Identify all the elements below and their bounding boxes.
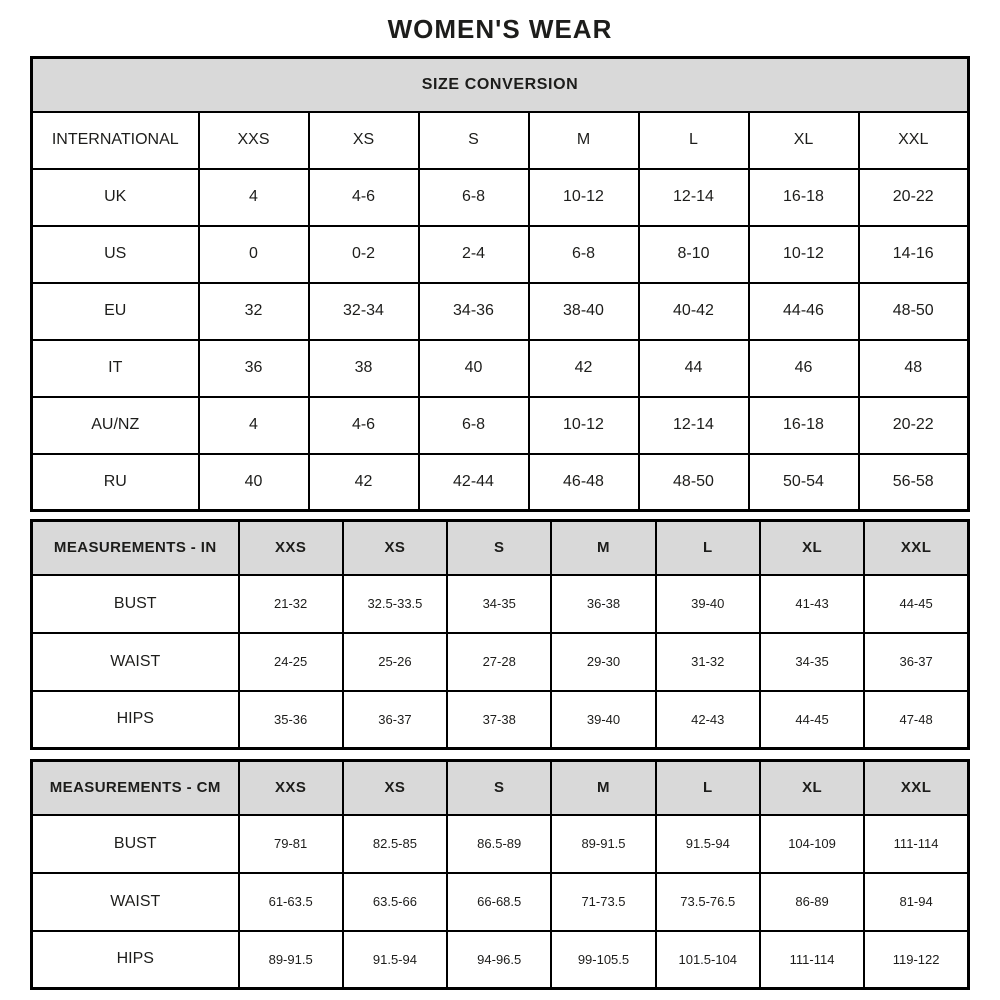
value-cell: 4 [199, 397, 309, 454]
value-cell: 21-32 [239, 575, 343, 633]
size-column-header: XXL [864, 761, 968, 815]
value-cell: 12-14 [639, 169, 749, 226]
value-cell: 36-38 [551, 575, 655, 633]
value-cell: 34-35 [760, 633, 864, 691]
value-cell: 20-22 [859, 397, 969, 454]
size-column-header: XXS [239, 521, 343, 575]
value-cell: 32.5-33.5 [343, 575, 447, 633]
value-cell: 40 [419, 340, 529, 397]
value-cell: 6-8 [529, 226, 639, 283]
value-cell: 29-30 [551, 633, 655, 691]
value-cell: 46 [749, 340, 859, 397]
row-label: HIPS [32, 931, 239, 989]
value-cell: 41-43 [760, 575, 864, 633]
table-row [32, 815, 969, 873]
row-label: BUST [32, 575, 239, 633]
value-cell: 111-114 [760, 931, 864, 989]
table-row [32, 169, 969, 226]
table-row [32, 283, 969, 340]
size-column-header: XXL [864, 521, 968, 575]
table-row [32, 575, 969, 633]
value-cell: 86-89 [760, 873, 864, 931]
value-cell: 48-50 [859, 283, 969, 340]
size-column-header: XXS [239, 761, 343, 815]
value-cell: 73.5-76.5 [656, 873, 760, 931]
value-cell: 4-6 [309, 397, 419, 454]
size-column-header: M [551, 521, 655, 575]
size-column-header: XS [309, 112, 419, 169]
value-cell: 0 [199, 226, 309, 283]
size-column-header: L [639, 112, 749, 169]
row-label: EU [32, 283, 199, 340]
value-cell: 50-54 [749, 454, 859, 511]
value-cell: 34-36 [419, 283, 529, 340]
value-cell: 61-63.5 [239, 873, 343, 931]
value-cell: 44-45 [760, 691, 864, 749]
value-cell: 39-40 [656, 575, 760, 633]
column-header-row [32, 112, 969, 169]
table-row [32, 873, 969, 931]
value-cell: 14-16 [859, 226, 969, 283]
column-header-row [32, 761, 969, 815]
table-row [32, 633, 969, 691]
value-cell: 27-28 [447, 633, 551, 691]
value-cell: 56-58 [859, 454, 969, 511]
value-cell: 48-50 [639, 454, 749, 511]
value-cell: 4-6 [309, 169, 419, 226]
size-column-header: XXL [859, 112, 969, 169]
value-cell: 86.5-89 [447, 815, 551, 873]
table-title-row [32, 58, 969, 112]
corner-label: INTERNATIONAL [32, 112, 199, 169]
value-cell: 20-22 [859, 169, 969, 226]
value-cell: 36-37 [864, 633, 968, 691]
row-label: WAIST [32, 633, 239, 691]
size-column-header: XL [760, 521, 864, 575]
value-cell: 25-26 [343, 633, 447, 691]
value-cell: 44-46 [749, 283, 859, 340]
value-cell: 39-40 [551, 691, 655, 749]
value-cell: 10-12 [529, 169, 639, 226]
value-cell: 24-25 [239, 633, 343, 691]
value-cell: 8-10 [639, 226, 749, 283]
row-label: RU [32, 454, 199, 511]
value-cell: 16-18 [749, 397, 859, 454]
value-cell: 40-42 [639, 283, 749, 340]
value-cell: 37-38 [447, 691, 551, 749]
row-label: US [32, 226, 199, 283]
value-cell: 82.5-85 [343, 815, 447, 873]
value-cell: 34-35 [447, 575, 551, 633]
value-cell: 94-96.5 [447, 931, 551, 989]
value-cell: 16-18 [749, 169, 859, 226]
size-column-header: L [656, 761, 760, 815]
measurements-cm-table [30, 759, 970, 990]
table-row [32, 931, 969, 989]
value-cell: 38-40 [529, 283, 639, 340]
value-cell: 91.5-94 [656, 815, 760, 873]
value-cell: 12-14 [639, 397, 749, 454]
row-label: BUST [32, 815, 239, 873]
value-cell: 101.5-104 [656, 931, 760, 989]
table-row [32, 340, 969, 397]
size-column-header: S [447, 761, 551, 815]
measurements-in-table [30, 519, 970, 750]
row-label: AU/NZ [32, 397, 199, 454]
size-column-header: M [551, 761, 655, 815]
value-cell: 66-68.5 [447, 873, 551, 931]
size-column-header: XS [343, 521, 447, 575]
value-cell: 0-2 [309, 226, 419, 283]
value-cell: 10-12 [529, 397, 639, 454]
size-column-header: M [529, 112, 639, 169]
size-column-header: XL [749, 112, 859, 169]
value-cell: 36-37 [343, 691, 447, 749]
row-label: IT [32, 340, 199, 397]
value-cell: 31-32 [656, 633, 760, 691]
value-cell: 42-44 [419, 454, 529, 511]
value-cell: 46-48 [529, 454, 639, 511]
value-cell: 2-4 [419, 226, 529, 283]
row-label: WAIST [32, 873, 239, 931]
table-title: MEASUREMENTS - CM [32, 761, 239, 815]
value-cell: 79-81 [239, 815, 343, 873]
value-cell: 32 [199, 283, 309, 340]
table-row [32, 691, 969, 749]
table-title: MEASUREMENTS - IN [32, 521, 239, 575]
row-label: UK [32, 169, 199, 226]
row-label: HIPS [32, 691, 239, 749]
value-cell: 89-91.5 [551, 815, 655, 873]
size-column-header: S [447, 521, 551, 575]
size-conversion-table [30, 56, 970, 512]
value-cell: 47-48 [864, 691, 968, 749]
value-cell: 42-43 [656, 691, 760, 749]
value-cell: 81-94 [864, 873, 968, 931]
value-cell: 89-91.5 [239, 931, 343, 989]
value-cell: 38 [309, 340, 419, 397]
value-cell: 10-12 [749, 226, 859, 283]
value-cell: 6-8 [419, 397, 529, 454]
value-cell: 63.5-66 [343, 873, 447, 931]
value-cell: 44-45 [864, 575, 968, 633]
table-row [32, 454, 969, 511]
value-cell: 71-73.5 [551, 873, 655, 931]
value-cell: 42 [529, 340, 639, 397]
value-cell: 36 [199, 340, 309, 397]
value-cell: 99-105.5 [551, 931, 655, 989]
table-title: SIZE CONVERSION [32, 58, 969, 112]
value-cell: 32-34 [309, 283, 419, 340]
size-column-header: XS [343, 761, 447, 815]
value-cell: 44 [639, 340, 749, 397]
value-cell: 48 [859, 340, 969, 397]
page-title: WOMEN'S WEAR [387, 14, 613, 44]
size-column-header: XL [760, 761, 864, 815]
value-cell: 6-8 [419, 169, 529, 226]
value-cell: 91.5-94 [343, 931, 447, 989]
size-column-header: XXS [199, 112, 309, 169]
value-cell: 40 [199, 454, 309, 511]
size-column-header: L [656, 521, 760, 575]
table-row [32, 397, 969, 454]
table-row [32, 226, 969, 283]
column-header-row [32, 521, 969, 575]
value-cell: 4 [199, 169, 309, 226]
size-column-header: S [419, 112, 529, 169]
value-cell: 104-109 [760, 815, 864, 873]
value-cell: 35-36 [239, 691, 343, 749]
value-cell: 111-114 [864, 815, 968, 873]
value-cell: 42 [309, 454, 419, 511]
value-cell: 119-122 [864, 931, 968, 989]
